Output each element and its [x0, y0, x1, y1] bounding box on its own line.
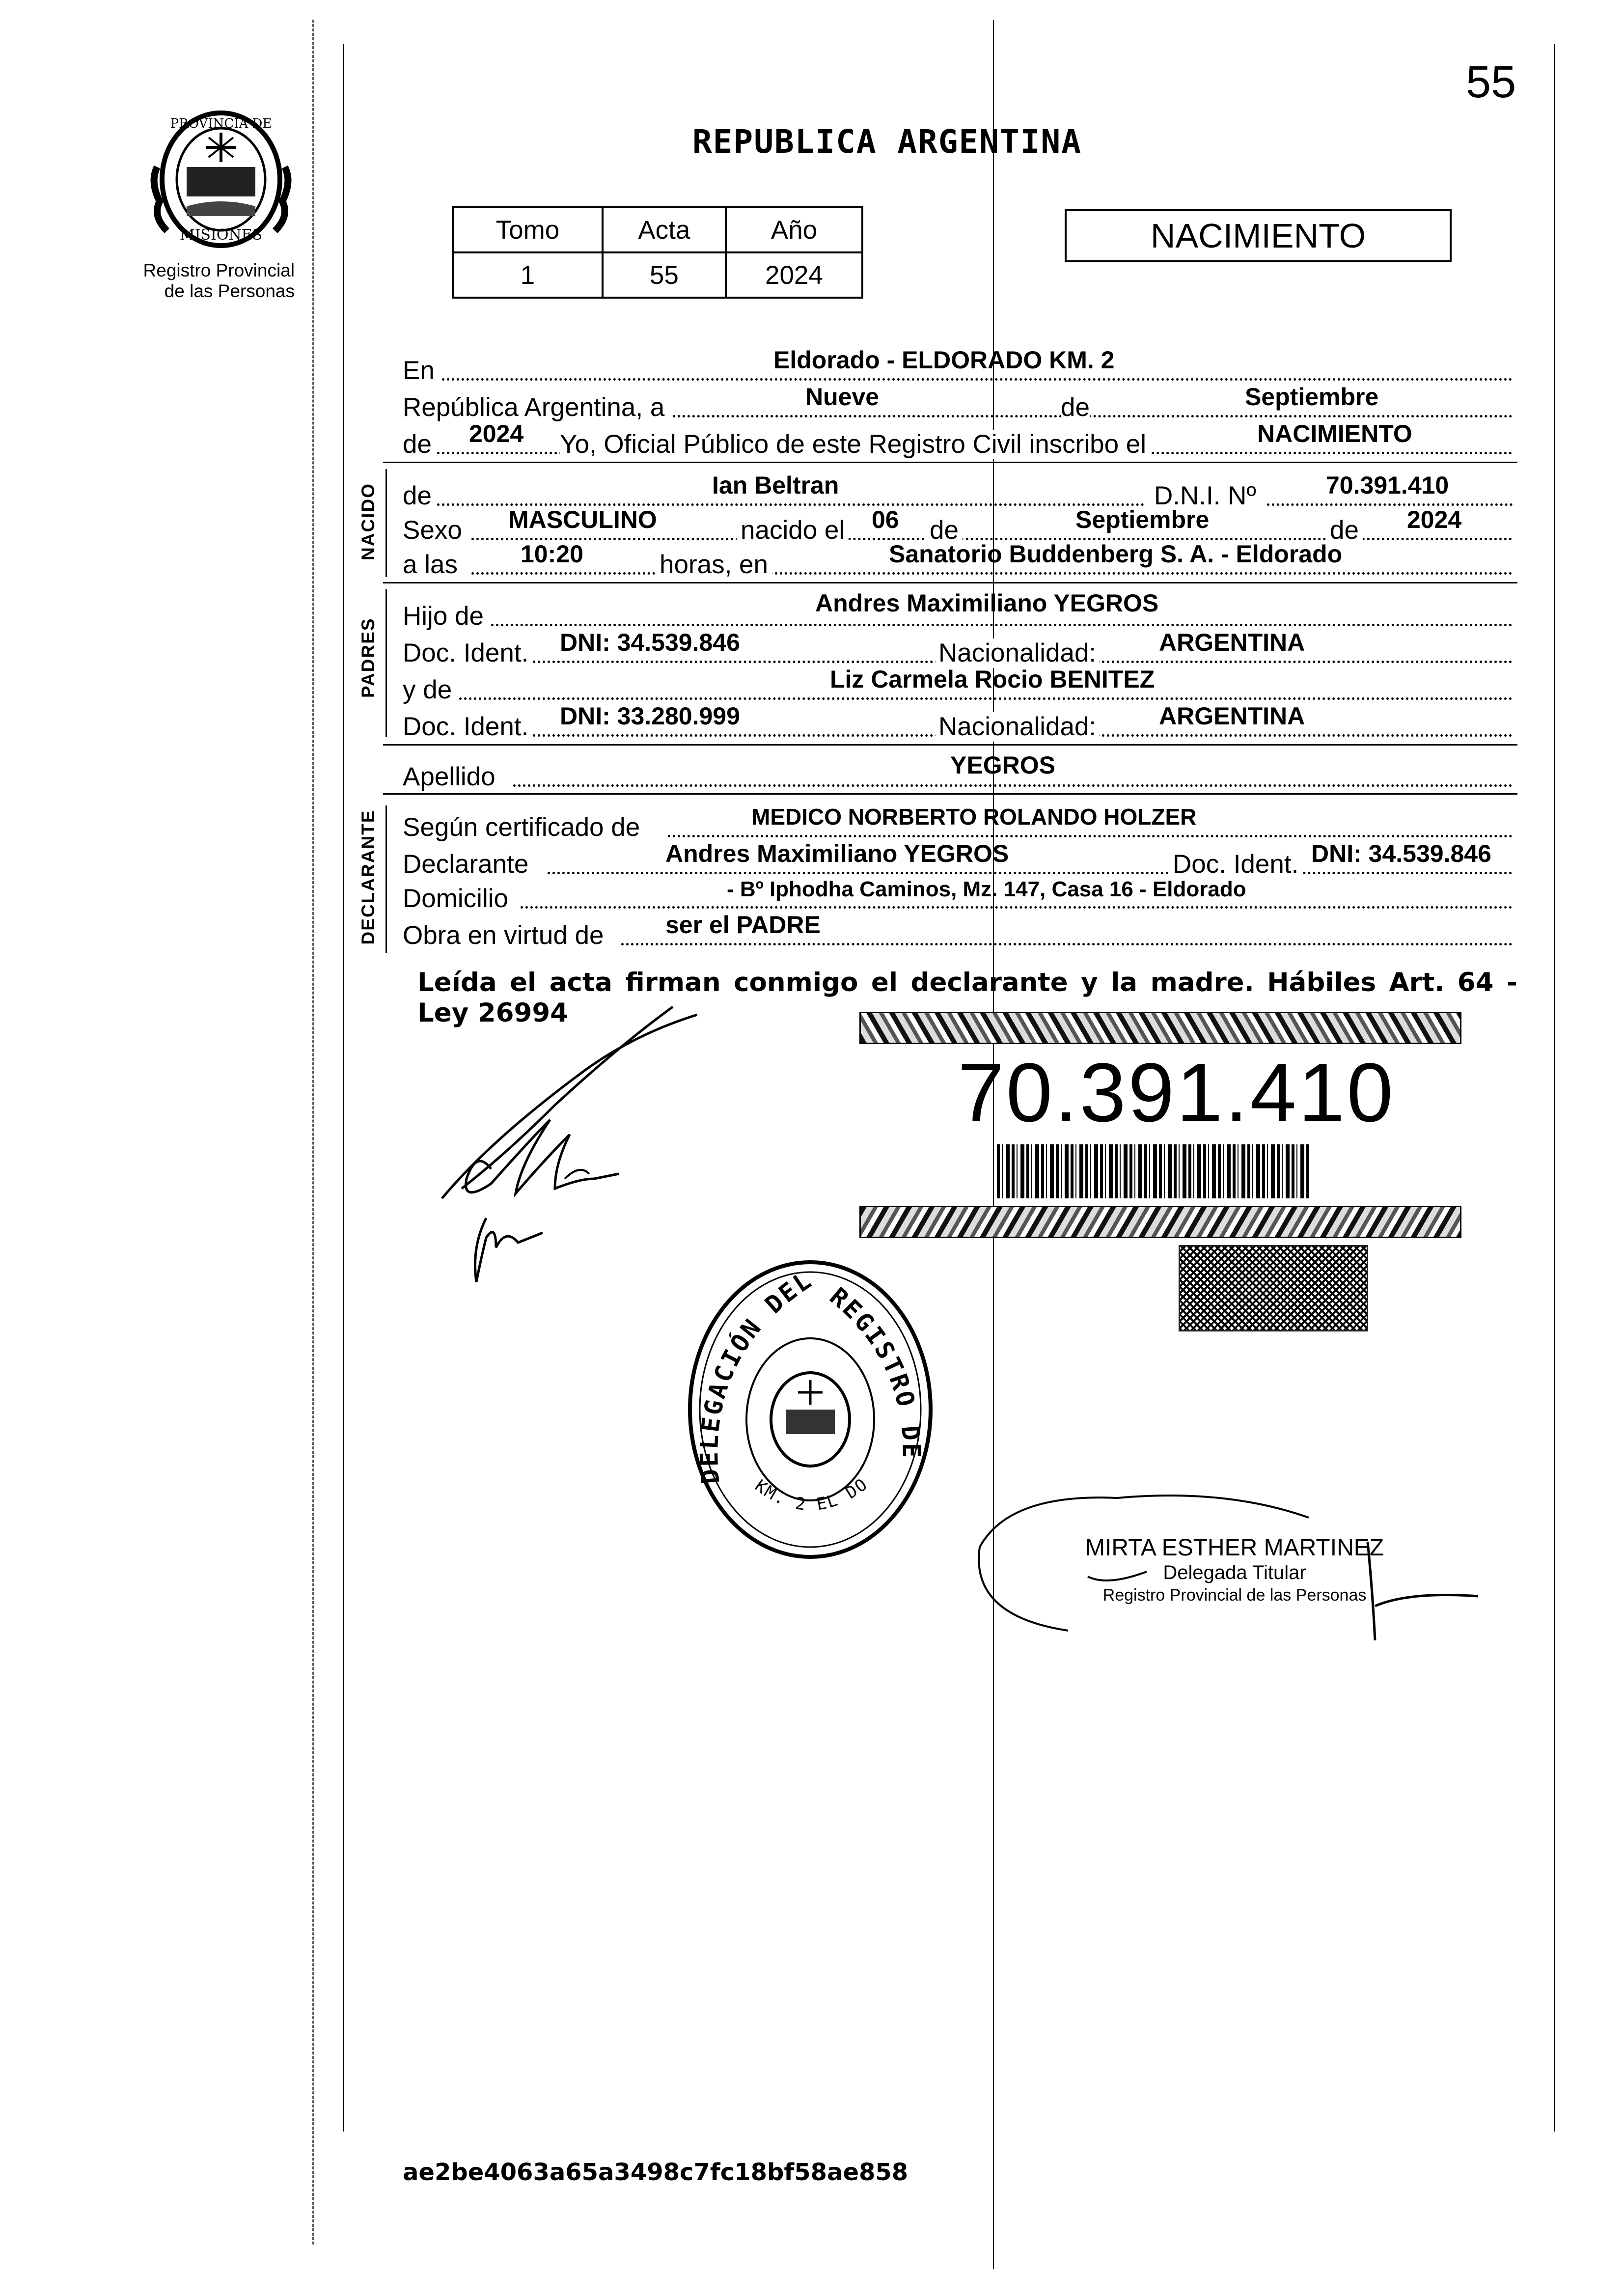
de-label-2: de	[403, 430, 432, 459]
declarant-signature	[432, 992, 697, 1297]
registrar-office: Registro Provincial de las Personas	[1102, 1586, 1367, 1605]
page-number: 55	[1466, 57, 1516, 107]
yde-label: y de	[403, 675, 452, 704]
sticker-number: 70.391.410	[958, 1046, 1395, 1139]
security-hologram	[1179, 1245, 1368, 1331]
section-label-padres: PADRES	[358, 617, 378, 698]
left-margin-line	[343, 44, 344, 2132]
dotted-line	[442, 378, 1513, 381]
dotted-line	[668, 835, 1513, 837]
republic-label: República Argentina, a	[403, 393, 665, 422]
registry-name-line2: de las Personas	[164, 281, 295, 301]
nacido-de-label: de	[403, 481, 432, 510]
obra-value: ser el PADRE	[665, 911, 821, 939]
declarante-label: Declarante	[403, 850, 529, 879]
section-bar-declarante	[385, 805, 387, 953]
dotted-line	[459, 697, 1513, 700]
table-value-acta: 55	[603, 252, 726, 298]
registrar-role: Delegada Titular	[1163, 1562, 1306, 1583]
day-value: Nueve	[805, 383, 880, 411]
separator-line	[383, 582, 1517, 583]
dotted-line	[548, 872, 1513, 874]
right-margin-line	[1554, 44, 1555, 2132]
mother-nationality: ARGENTINA	[1159, 702, 1305, 730]
birth-day: 06	[872, 506, 899, 533]
official-seal	[685, 1257, 936, 1562]
cert-value: MEDICO NORBERTO ROLANDO HOLZER	[751, 804, 1197, 830]
father-doc-label: Doc. Ident.	[403, 638, 529, 667]
punch-line-left	[312, 20, 314, 2244]
birth-place: Sanatorio Buddenberg S. A. - Eldorado	[889, 540, 1343, 568]
birth-time: 10:20	[521, 540, 583, 568]
registrar-signature	[1365, 1532, 1483, 1645]
declarante-doc-label: Doc. Ident.	[1169, 850, 1302, 879]
mother-nat-label: Nacionalidad:	[936, 712, 1099, 742]
mother-doc-label: Doc. Ident.	[403, 712, 529, 741]
year-value: 2024	[469, 420, 524, 447]
dotted-line	[471, 572, 1513, 575]
dotted-line	[673, 415, 1513, 417]
dni-label: D.N.I. Nº	[1154, 481, 1256, 510]
separator-line	[383, 462, 1517, 463]
father-doc: DNI: 34.539.846	[560, 629, 740, 656]
dotted-line	[1267, 503, 1513, 506]
birth-month: Septiembre	[1075, 506, 1210, 533]
month-value: Septiembre	[1245, 383, 1379, 411]
en-label: En	[403, 356, 435, 385]
dotted-line	[513, 784, 1513, 787]
dotted-line	[491, 624, 1513, 626]
father-name: Andres Maximiliano YEGROS	[815, 589, 1159, 617]
mother-name: Liz Carmela Rocio BENITEZ	[830, 665, 1155, 693]
birth-de-label: de	[926, 516, 963, 545]
sticker-bottom-band	[859, 1206, 1461, 1238]
country-title: REPUBLICA ARGENTINA	[692, 123, 1082, 161]
domicilio-label: Domicilio	[403, 884, 508, 913]
birth-year: 2024	[1407, 506, 1462, 533]
svg-text:MISIONES: MISIONES	[179, 226, 263, 244]
section-bar-nacido	[385, 469, 387, 577]
id-sticker	[859, 1012, 1459, 1247]
dotted-line	[521, 906, 1513, 909]
birth-de-label-2: de	[1326, 516, 1363, 545]
svg-text:KM. 2 EL DORADO: KM. 2 EL DO	[751, 1474, 872, 1515]
declarante-doc: DNI: 34.539.846	[1311, 840, 1491, 867]
cert-label: Según certificado de	[403, 813, 640, 842]
act-type: NACIMIENTO	[1150, 217, 1366, 255]
registry-name-line1: Registro Provincial	[143, 260, 295, 280]
mother-doc: DNI: 33.280.999	[560, 702, 740, 730]
sticker-top-band	[859, 1012, 1461, 1044]
registry-name	[128, 260, 295, 302]
obra-label: Obra en virtud de	[403, 921, 604, 950]
table-header-acta: Acta	[603, 207, 726, 252]
officer-text: Yo, Oficial Público de este Registro Civil inscribo el	[560, 430, 1149, 459]
svg-text:PROVINCIA DE: PROVINCIA DE	[170, 116, 272, 131]
separator-line	[383, 744, 1517, 746]
act-type-box	[1065, 209, 1452, 262]
father-nat-label: Nacionalidad:	[936, 638, 1099, 668]
section-bar-padres	[385, 589, 387, 737]
apellido-value: YEGROS	[950, 751, 1055, 779]
section-label-nacido: NACIDO	[358, 483, 378, 560]
separator-line	[383, 793, 1517, 795]
hijo-label: Hijo de	[403, 602, 484, 631]
registry-logo	[147, 108, 295, 250]
registrar-stamp	[1085, 1535, 1384, 1607]
child-name: Ian Beltran	[712, 471, 839, 499]
svg-text:DELEGACIÓN DEL REGISTRO DE LAS: DELEGACIÓN DEL REGISTRO DE	[695, 1265, 926, 1485]
nacido-el-label: nacido el	[737, 516, 849, 545]
document-hash: ae2be4063a65a3498c7fc18bf58ae858	[403, 2159, 908, 2186]
sexo-label: Sexo	[403, 516, 462, 545]
section-label-declarante: DECLARANTE	[358, 809, 378, 945]
record-table	[452, 206, 863, 299]
dotted-line	[621, 943, 1513, 945]
father-nationality: ARGENTINA	[1159, 629, 1305, 656]
sexo-value: MASCULINO	[508, 506, 657, 533]
apellido-label: Apellido	[403, 762, 495, 791]
de-label-1: de	[1061, 393, 1090, 422]
place-value: Eldorado - ELDORADO KM. 2	[773, 346, 1115, 374]
child-dni: 70.391.410	[1326, 471, 1449, 499]
registrar-name: MIRTA ESTHER MARTINEZ	[1085, 1535, 1384, 1561]
barcode	[997, 1144, 1311, 1198]
declarante-value: Andres Maximiliano YEGROS	[665, 840, 1009, 867]
closing-text: Leída el acta firman conmigo el declarante y la madre. Hábiles Art. 64 - Ley 26994	[417, 968, 1517, 1028]
horas-label: horas, en	[656, 550, 772, 580]
table-value-tomo: 1	[453, 252, 603, 298]
time-label: a las	[403, 550, 458, 579]
domicilio-value: - Bº Iphodha Caminos, Mz. 147, Casa 16 - Eldorado	[727, 877, 1246, 901]
table-header-tomo: Tomo	[453, 207, 603, 252]
table-value-ano: 2024	[726, 252, 862, 298]
table-header-ano: Año	[726, 207, 862, 252]
act-value: NACIMIENTO	[1257, 420, 1412, 447]
